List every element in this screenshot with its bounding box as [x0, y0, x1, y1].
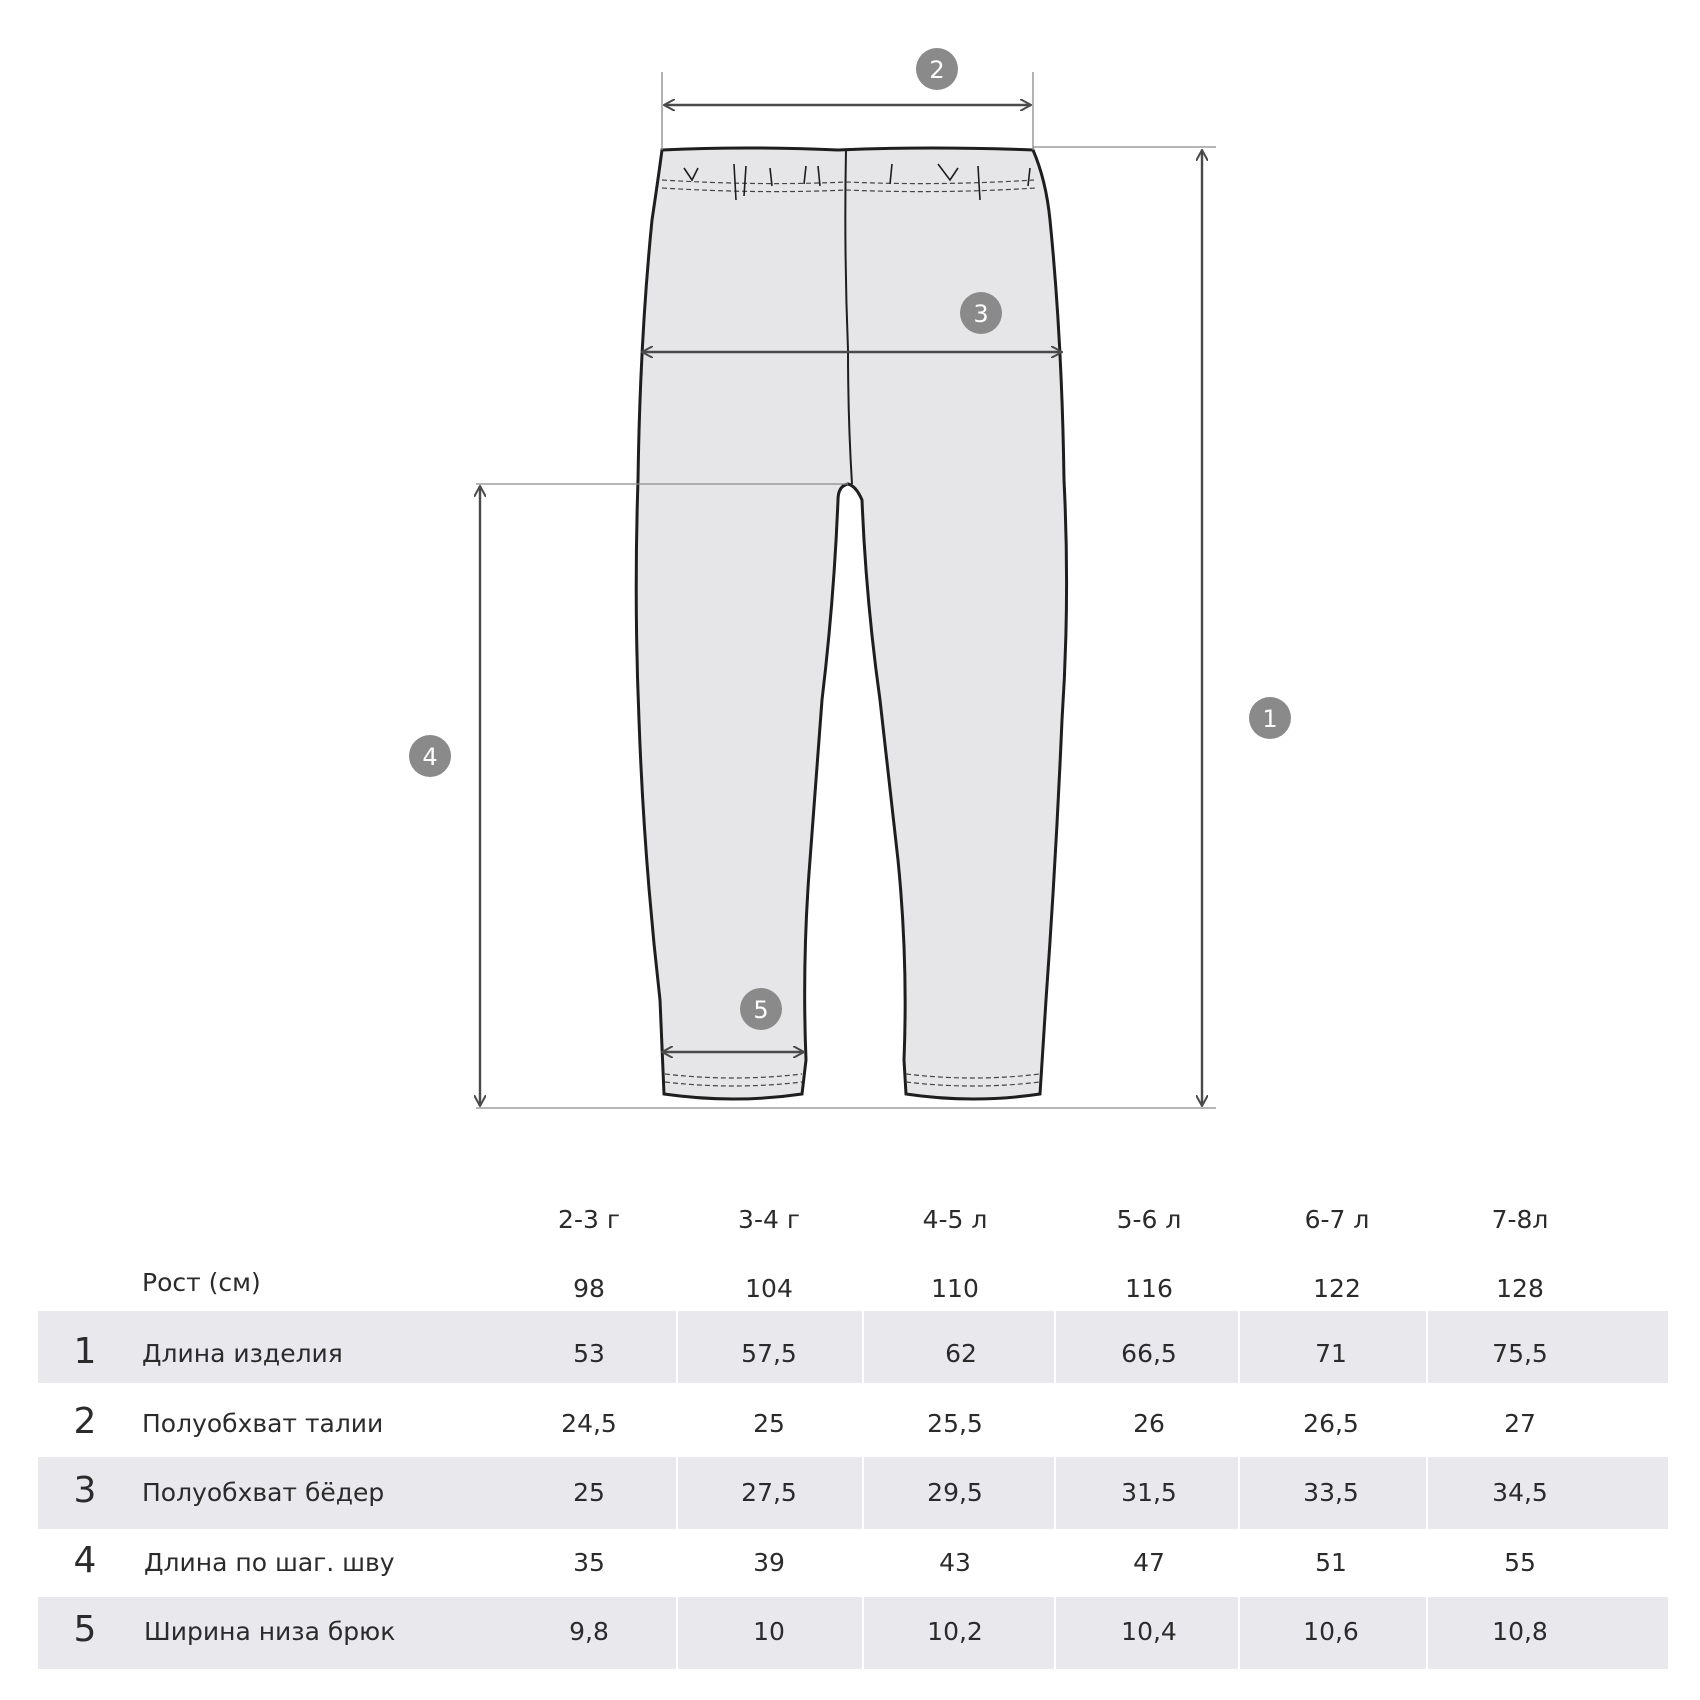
row-value: 53	[573, 1339, 605, 1368]
badge-2-label: 2	[929, 56, 945, 84]
row-value: 25	[753, 1409, 785, 1438]
row-value: 66,5	[1121, 1339, 1177, 1368]
row-number: 4	[73, 1540, 97, 1581]
height-value: 116	[1125, 1274, 1173, 1303]
row-value: 10,2	[927, 1617, 983, 1646]
row-value: 75,5	[1492, 1339, 1548, 1368]
row-value: 10,6	[1303, 1617, 1359, 1646]
badge-4-label: 4	[422, 743, 438, 771]
height-value: 122	[1313, 1274, 1361, 1303]
row-value: 9,8	[569, 1617, 609, 1646]
row-value: 10,8	[1492, 1617, 1548, 1646]
row-value: 25	[573, 1478, 605, 1507]
column-header: 7-8л	[1491, 1205, 1549, 1234]
row-value: 51	[1315, 1548, 1347, 1577]
row-value: 55	[1504, 1548, 1536, 1577]
row-label: Ширина низа брюк	[144, 1617, 396, 1646]
column-header: 4-5 л	[922, 1205, 988, 1234]
row-value: 47	[1133, 1548, 1165, 1577]
row-number: 3	[73, 1470, 97, 1511]
column-header: 5-6 л	[1116, 1205, 1182, 1234]
height-value: 128	[1496, 1274, 1544, 1303]
row-value: 39	[753, 1548, 785, 1577]
row-value: 26,5	[1303, 1409, 1359, 1438]
row-value: 31,5	[1121, 1478, 1177, 1507]
row-value: 29,5	[927, 1478, 983, 1507]
row-value: 26	[1133, 1409, 1165, 1438]
row-number: 2	[73, 1401, 97, 1442]
row-number: 5	[73, 1609, 97, 1650]
row-value: 27,5	[741, 1478, 797, 1507]
row-label: Полуобхват талии	[142, 1409, 384, 1438]
badge-1-label: 1	[1262, 705, 1278, 733]
row-value: 10	[753, 1617, 785, 1646]
row-value: 62	[945, 1339, 977, 1368]
row-value: 24,5	[561, 1409, 617, 1438]
row-value: 57,5	[741, 1339, 797, 1368]
badge-3-label: 3	[973, 300, 989, 328]
height-value: 98	[573, 1274, 605, 1303]
height-value: 104	[745, 1274, 793, 1303]
row-label: Длина изделия	[142, 1339, 343, 1368]
row-value: 10,4	[1121, 1617, 1177, 1646]
height-row-label: Рост (см)	[142, 1268, 261, 1297]
row-value: 33,5	[1303, 1478, 1359, 1507]
height-value: 110	[931, 1274, 979, 1303]
column-header: 6-7 л	[1304, 1205, 1370, 1234]
row-value: 43	[939, 1548, 971, 1577]
badge-5-label: 5	[753, 996, 769, 1024]
row-label: Полуобхват бёдер	[142, 1478, 385, 1507]
row-value: 25,5	[927, 1409, 983, 1438]
column-header: 2-3 г	[558, 1205, 620, 1234]
row-label: Длина по шаг. шву	[144, 1548, 395, 1577]
row-value: 34,5	[1492, 1478, 1548, 1507]
column-header: 3-4 г	[738, 1205, 800, 1234]
row-value: 71	[1315, 1339, 1347, 1368]
row-value: 35	[573, 1548, 605, 1577]
row-number: 1	[73, 1331, 97, 1372]
row-value: 27	[1504, 1409, 1536, 1438]
